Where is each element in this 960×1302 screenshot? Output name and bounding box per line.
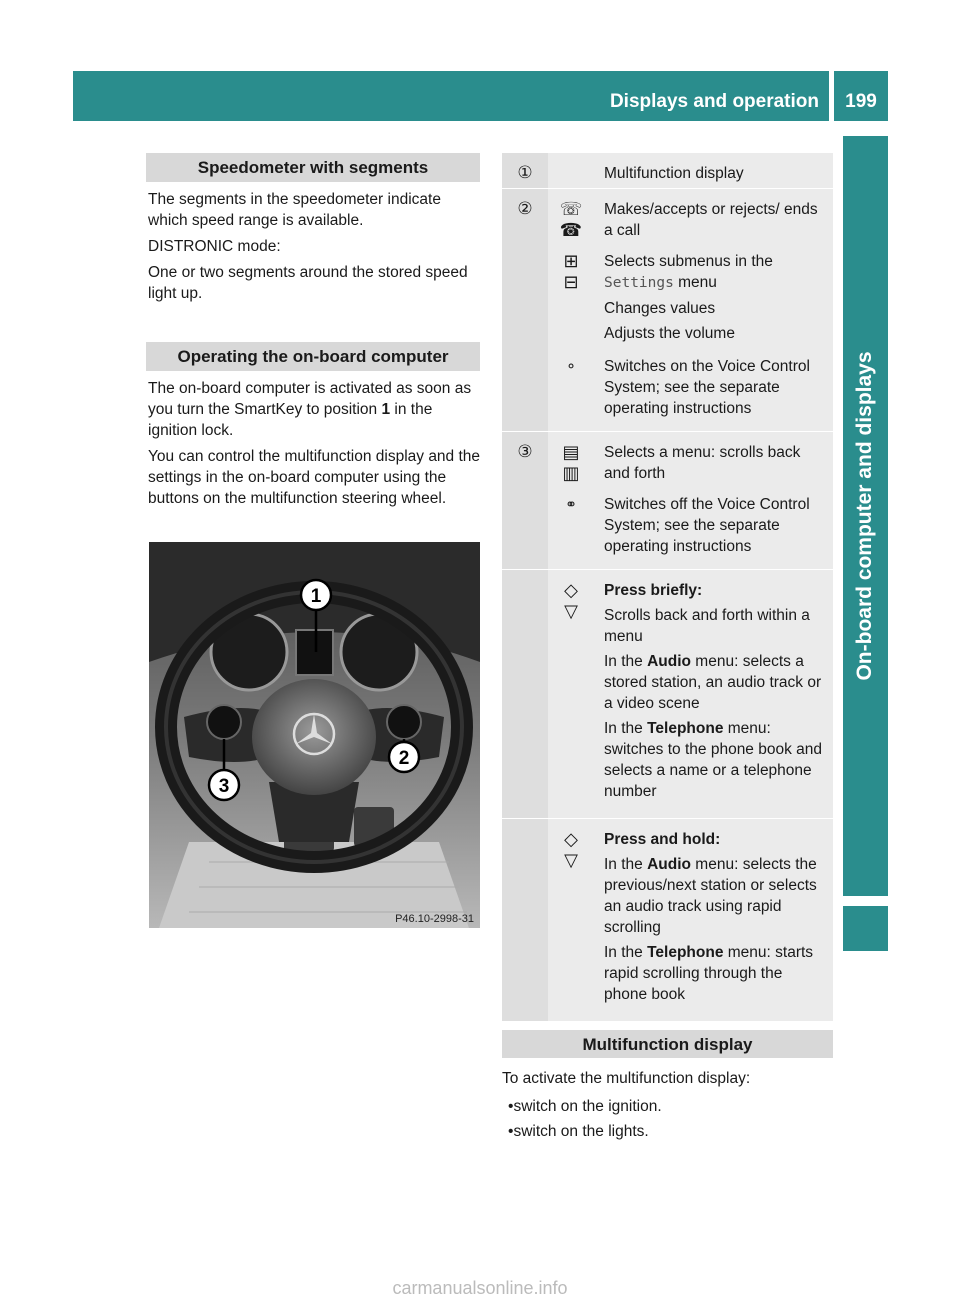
speedometer-paragraph-3: One or two segments around the stored speed light up. [148, 264, 468, 302]
side-marker [843, 906, 888, 951]
section-heading-operating: Operating the on-board computer [146, 342, 480, 371]
header-title: Displays and operation [609, 91, 819, 112]
page-header [73, 71, 829, 121]
table-row-1 [502, 153, 833, 189]
operating-paragraph-2: You can control the multifunction display and the settings in the on-board computer using the buttons on the multifunction steering wheel. [148, 448, 481, 507]
section-heading-multifunction: Multifunction display [502, 1030, 833, 1058]
steering-wheel-photo [149, 542, 480, 928]
figure-code: P46.10-2998-31 [395, 913, 474, 925]
operating-paragraph-1: The on-board computer is activated as soon as you turn the SmartKey to position 1 in the ignition lock. [148, 380, 472, 439]
section-heading-speedometer: Speedometer with segments [146, 153, 480, 182]
plus-minus-icon: ⊞ ⊟ [548, 251, 594, 348]
phone-icon: ☏ ☎ [548, 199, 594, 241]
menu-icon: ▤ ▥ [548, 442, 594, 484]
svg-text:3: 3 [218, 776, 230, 797]
footer-watermark: carmanualsonline.info [392, 1278, 568, 1298]
row-number: ③ [502, 432, 548, 569]
bullet-item: •switch on the lights. [508, 1123, 649, 1140]
row-number: ① [502, 153, 548, 188]
page-number: 199 [834, 71, 888, 121]
row-number: ② [502, 189, 548, 431]
up-down-icon: ◇ ▽ [548, 580, 594, 806]
table-row-5: ◇ ▽ Press and hold: In the Audio menu: selects the previous/next station or selects an audio track using rapid scrolling In the Telephone menu: starts rapid scrolling through the phone book [502, 819, 833, 1022]
controls-table [502, 153, 833, 1022]
speedometer-paragraph-1: The segments in the speedometer indicate which speed range is available. [148, 191, 441, 229]
table-row-4: ◇ ▽ Press briefly: Scrolls back and forth within a menu In the Audio menu: selects a stored station, an audio track or a video scene In the Telephone menu: switches to the phone book and selects a name or a telephone number [502, 570, 833, 819]
bullet-item: •switch on the ignition. [508, 1098, 662, 1115]
multifunction-intro: To activate the multifunction display: [502, 1070, 751, 1087]
table-row-3: ③ ▤ ▥ Selects a menu: scrolls back and forth ⚭ Switches off the Voice Control System; see the separate operating instructions [502, 432, 833, 570]
voice-on-icon: ⚬ [548, 356, 594, 419]
callout-3 [209, 770, 239, 800]
callout-2 [389, 742, 419, 772]
up-down-icon: ◇ ▽ [548, 829, 594, 1009]
svg-text:2: 2 [398, 748, 410, 769]
table-row-2: ② ☏ ☎ Makes/accepts or rejects/ ends a call ⊞ ⊟ Selects submenus in the Settings menu Changes values Adjusts the volume ⚬ Switches on the Voice Control System; see the separate operating instructions [502, 189, 833, 432]
side-tab-label: On-board computer and displays [853, 351, 876, 681]
speedometer-paragraph-2: DISTRONIC mode: [148, 238, 281, 255]
svg-text:1: 1 [310, 586, 322, 607]
voice-off-icon: ⚭ [548, 494, 594, 557]
steering-wheel-illustration [149, 542, 480, 928]
callout-1 [301, 580, 331, 610]
row-text: Multifunction display [548, 153, 833, 188]
side-tab [843, 136, 888, 896]
